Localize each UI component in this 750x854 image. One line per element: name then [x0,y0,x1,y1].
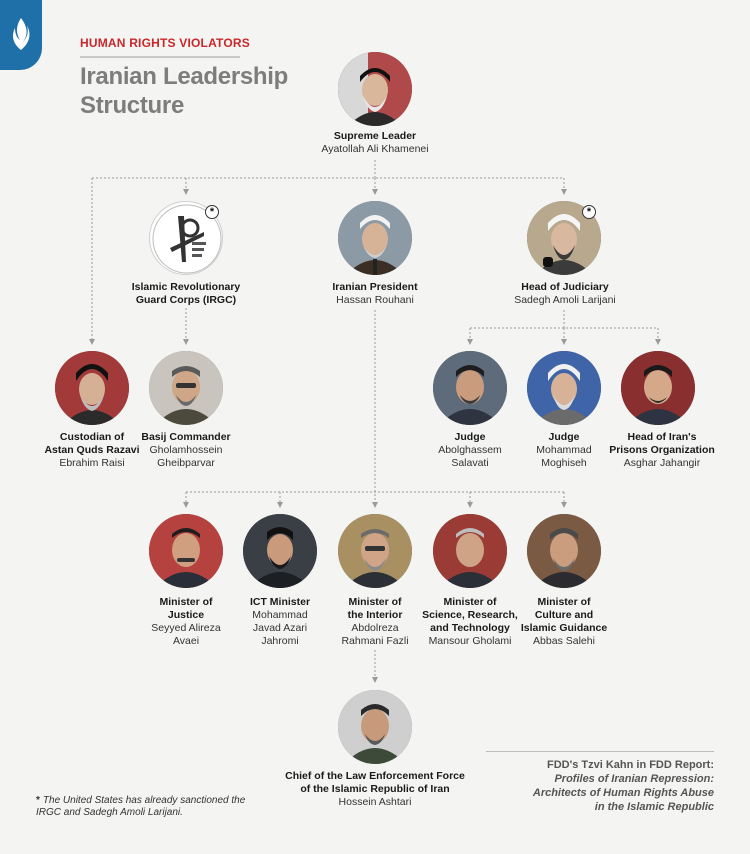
node-name: Hossein Ashtari [338,796,412,808]
node-name: Mohammad Moghiseh [536,444,592,469]
node-role: Iranian President [332,281,418,293]
node-role: Minister of Justice [159,596,213,621]
portrait-icon [149,351,223,425]
science-minister-photo [433,514,507,588]
node-role: Judge [548,431,580,443]
section-tag: HUMAN RIGHTS VIOLATORS [80,36,250,50]
node-name: Mohammad Javad Azari Jahromi [252,609,308,647]
astan-quds-photo [55,351,129,425]
judge-moghiseh-photo [527,351,601,425]
node-role: Minister of Science, Research, and Technology [422,596,518,634]
culture-minister-label [498,596,630,648]
node-role: Custodian of Astan Quds Razavi [44,431,140,456]
node-name: Ayatollah Ali Khamenei [321,143,429,155]
president-photo [338,201,412,275]
node-name: Seyyed Alireza Avaei [151,622,221,647]
portrait-icon [433,514,507,588]
node-name: Gholamhossein Gheibparvar [149,444,223,469]
node-role: Head of Judiciary [521,281,609,293]
node-role: Judge [454,431,486,443]
node-name: Sadegh Amoli Larijani [514,294,616,306]
footnote-text: The United States has already sanctioned the IRGC and Sadegh Amoli Larijani. [36,795,246,818]
page-title: Iranian Leadership Structure [80,63,288,119]
portrait-icon [433,351,507,425]
portrait-icon [338,52,412,126]
portrait-icon [55,351,129,425]
source-report-title: Profiles of Iranian Repression: Architects of Human Rights Abuse in the Islamic Republic [532,773,714,813]
source-divider [486,751,714,752]
node-name: Ebrahim Raisi [59,457,125,469]
judiciary-label [470,281,660,307]
node-name: Mansour Gholami [428,635,512,647]
node-name: Abbas Salehi [533,635,595,647]
portrait-icon [338,201,412,275]
supreme-leader-label [270,130,480,156]
node-role: Minister of Culture and Islamic Guidance [520,596,608,634]
node-role: Islamic Revolutionary Guard Corps (IRGC) [131,281,241,306]
portrait-icon [338,690,412,764]
sanction-footnote [36,795,266,819]
node-role: Supreme Leader [333,130,417,142]
sanction-badge: * [582,205,596,219]
supreme-leader-photo [338,52,412,126]
node-role: Head of Iran's Prisons Organization [609,431,715,456]
prisons-label [598,431,726,470]
interior-minister-photo [338,514,412,588]
node-role: Minister of the Interior [347,596,403,621]
sanction-badge: * [205,205,219,219]
source-line: FDD's Tzvi Kahn in FDD Report: [546,759,714,771]
node-name: Abdolreza Rahmani Fazli [341,622,409,647]
node-name: Asghar Jahangir [623,457,701,469]
police-chief-label [260,770,490,809]
president-label [280,281,470,307]
node-role: ICT Minister [249,596,311,608]
portrait-icon [527,514,601,588]
portrait-icon [243,514,317,588]
irgc-label [110,281,262,307]
portrait-icon [527,351,601,425]
basij-photo [149,351,223,425]
footnote-star: * [36,795,40,806]
node-name: Abolghassem Salavati [438,444,502,469]
node-name: Hassan Rouhani [336,294,414,306]
police-chief-photo [338,690,412,764]
ict-minister-photo [243,514,317,588]
portrait-icon [621,351,695,425]
portrait-icon [149,514,223,588]
node-role: Chief of the Law Enforcement Force of the Islamic Republic of Iran [285,770,465,795]
node-role: Basij Commander [141,431,231,443]
prisons-photo [621,351,695,425]
judge-salavati-photo [433,351,507,425]
portrait-icon [338,514,412,588]
justice-minister-photo [149,514,223,588]
culture-minister-photo [527,514,601,588]
basij-label [128,431,244,470]
source-credit [470,758,714,814]
